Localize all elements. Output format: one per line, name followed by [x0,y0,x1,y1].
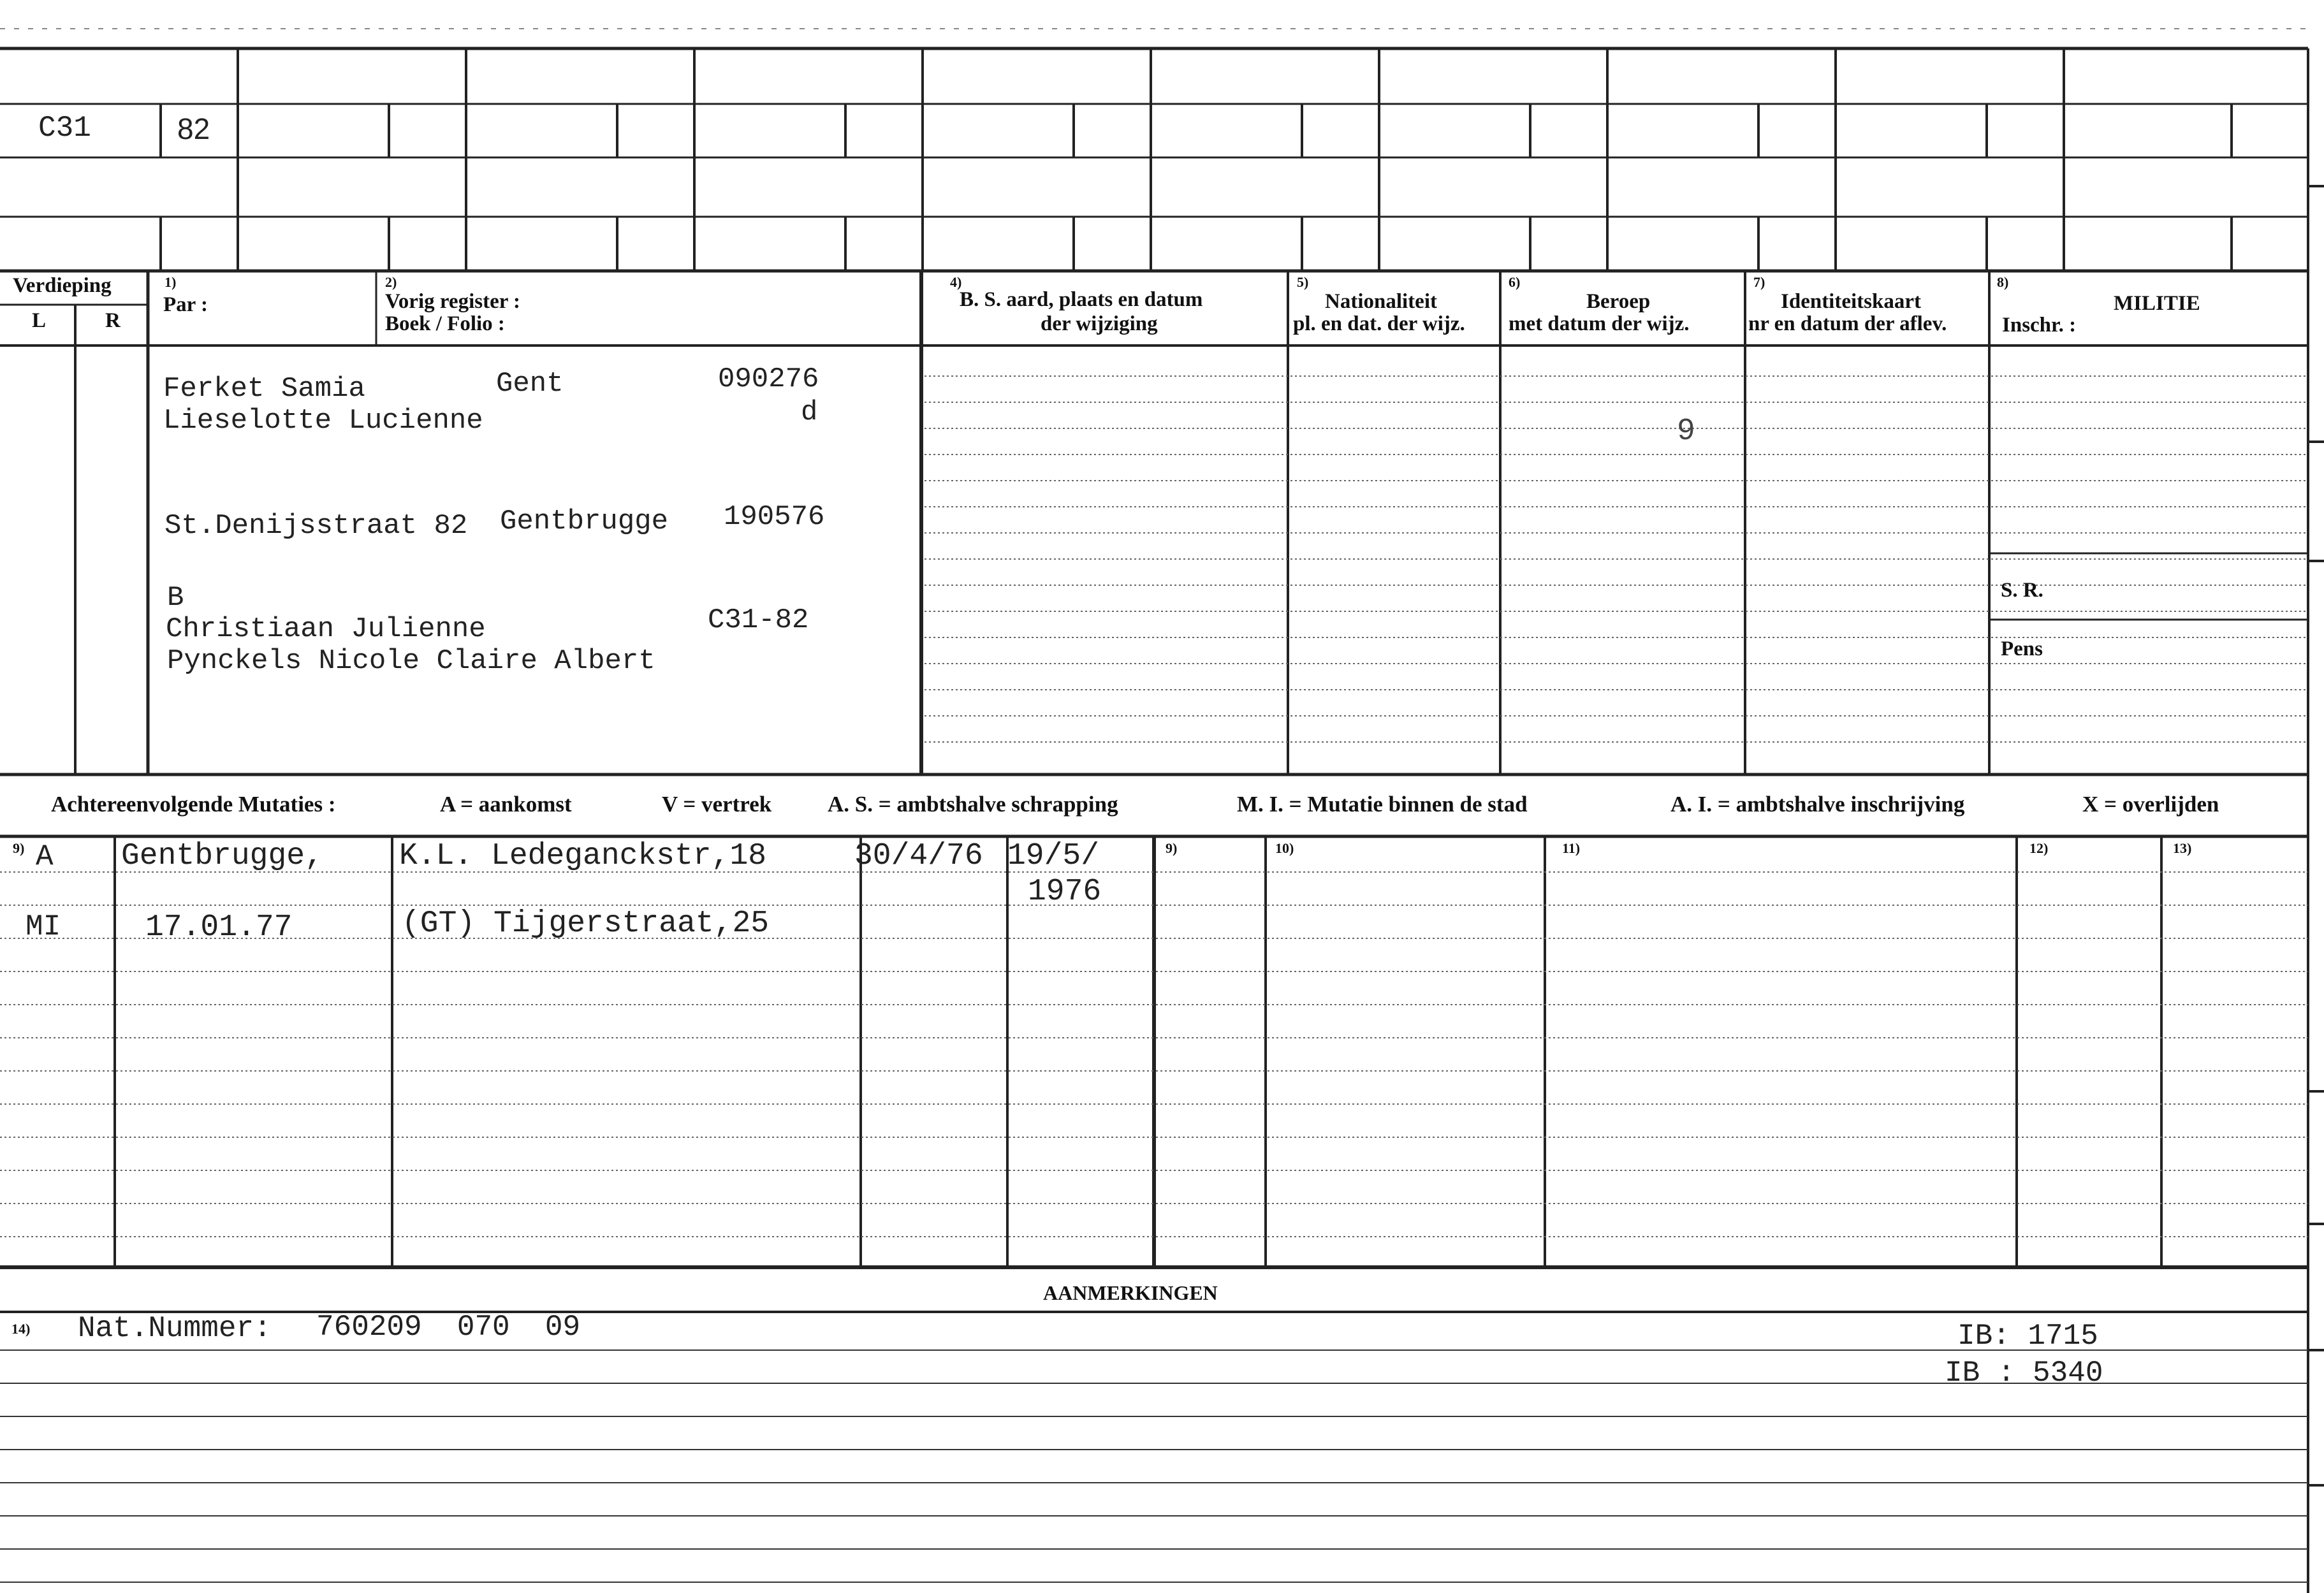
mut-col-12: 12) [2029,840,2049,856]
person-name: Ferket Samia [163,373,365,405]
legend-a: A = aankomst [440,792,572,817]
header-militie: MILITIE [2114,292,2200,315]
remarks-ib1: IB: 1715 [1957,1320,2098,1353]
label-pens: Pens [2001,637,2043,660]
remarks-title: AANMERKINGEN [1043,1281,1218,1304]
remarks-nat-value: 760209 070 09 [316,1311,581,1344]
person-address-date: 190576 [724,501,825,533]
person-parent1: Christiaan Julienne [166,613,486,645]
person-parent2: Pynckels Nicole Claire Albert [167,645,655,677]
top-number: 82 [177,112,210,145]
header-id-num: 7) [1753,274,1765,290]
mut-col-10: 10) [1275,840,1294,856]
header-par-num: 1) [164,274,177,290]
person-address-place: Gentbrugge [500,506,669,537]
header-beroep-1: Beroep [1586,290,1651,313]
header-id-2: nr en datum der aflev. [1748,312,1947,335]
header-vorig-num: 2) [385,274,397,290]
mutation-place-2: 17.01.77 [145,910,293,945]
header-nat-num: 5) [1297,274,1309,290]
legend-title: Achtereenvolgende Mutaties : [51,792,336,817]
person-birthplace: Gent [496,368,564,400]
header-nat-1: Nationaliteit [1325,290,1437,313]
mutation-type-2: MI [26,910,61,943]
mutation-date2b: 1976 [1028,875,1102,909]
top-code: C31 [38,112,91,145]
label-sr: S. R. [2001,579,2043,602]
mut-col-11: 11) [1562,840,1581,856]
header-verdieping: Verdieping [13,274,112,297]
mutation-address-2: (GT) Tijgerstraat,25 [402,906,770,941]
remarks-nat-label: Nat.Nummer: [78,1312,272,1345]
mutation-date1: 30/4/76 [854,839,983,873]
legend-as: A. S. = ambtshalve schrapping [828,792,1118,817]
header-nat-2: pl. en dat. der wijz. [1293,312,1465,335]
person-mark-d: d [801,396,818,428]
remarks-num: 14) [11,1321,31,1337]
person-birthdate: 090276 [718,363,819,395]
header-boek: Boek / Folio : [385,312,505,335]
header-r: R [105,309,121,332]
legend-x: X = overlijden [2082,792,2219,817]
legend-v: V = vertrek [662,792,772,817]
header-l: L [32,309,47,332]
header-beroep-2: met datum der wijz. [1509,312,1690,335]
header-id-1: Identiteitskaart [1781,290,1921,313]
mut-col-9b: 9) [1166,840,1178,856]
legend-ai: A. I. = ambtshalve inschrijving [1670,792,1965,817]
mut-col-13: 13) [2173,840,2192,856]
header-bs-2: der wijziging [1041,312,1158,335]
header-bs-1: B. S. aard, plaats en datum [960,288,1203,311]
mutation-date2: 19/5/ [1007,839,1100,873]
person-b: B [167,582,184,614]
header-par: Par : [163,293,208,316]
body-dotted-lines [924,376,2308,742]
header-beroep-num: 6) [1509,274,1521,290]
header-inschr: Inschr. : [2002,314,2077,337]
beroep-mark: 9 [1677,414,1695,449]
header-bs-num: 4) [950,274,962,290]
person-name-2: Lieselotte Lucienne [163,405,483,437]
header-mil-num: 8) [1997,274,2009,290]
legend-mi: M. I. = Mutatie binnen de stad [1237,792,1528,817]
person-address: St.Denijsstraat 82 [164,510,468,542]
mutation-place: Gentbrugge, [121,839,323,873]
remarks-ib2: IB : 5340 [1945,1357,2103,1390]
mutation-type: A [36,840,54,873]
header-vorig: Vorig register : [385,290,521,313]
person-ref: C31-82 [708,604,809,636]
mutation-address: K.L. Ledeganckstr,18 [399,839,767,873]
mut-col-9: 9) [13,840,25,856]
